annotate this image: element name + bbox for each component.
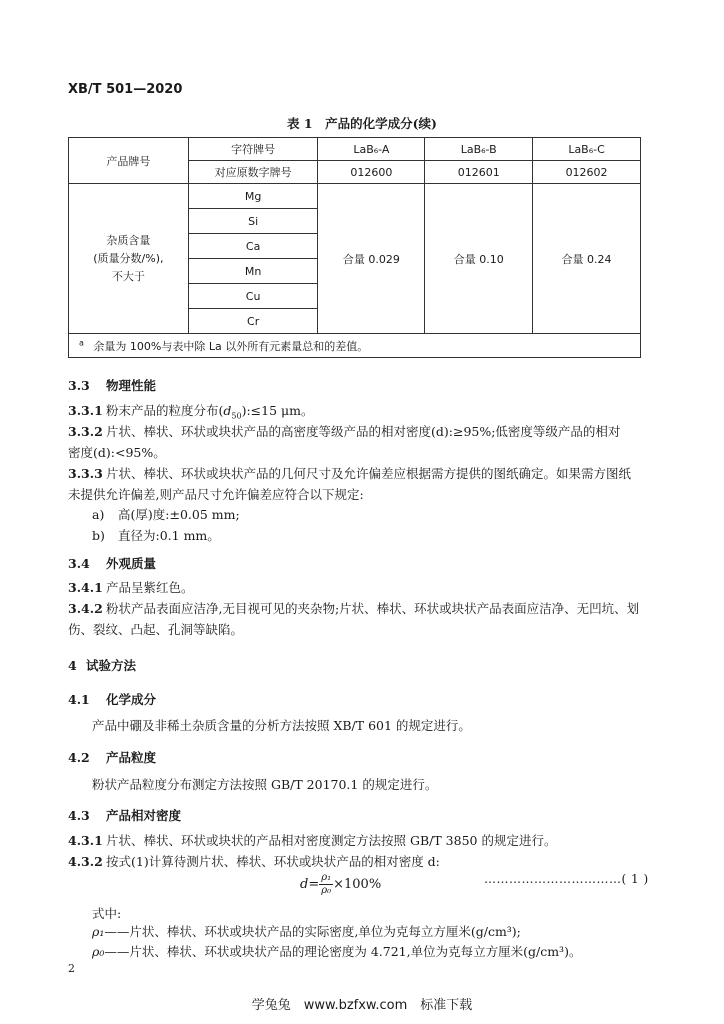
list-item [92,526,220,544]
clause-3-3-2 [68,421,642,463]
formula-number [484,872,649,886]
formula-leader-dots: …………………………… [484,872,622,886]
section-4-heading [68,656,136,674]
list-text: 直径为:0.1 mm。 [118,528,220,543]
formula-fraction [319,872,333,897]
section-4-3-heading [68,806,181,824]
clause-text: ):≤15 μm。 [241,403,314,418]
clause-4-3-2 [68,851,642,872]
section-title: 产品粒度 [106,750,157,765]
section-number: 3.3 [68,378,90,393]
clause-number: 3.3.2 [68,424,103,439]
total-cell: 合量 0.10 [425,184,533,334]
section-4-2-text: 粉状产品粒度分布测定方法按照 GB/T 20170.1 的规定进行。 [92,777,438,792]
section-4-1-text: 产品中硼及非稀土杂质含量的分析方法按照 XB/T 601 的规定进行。 [92,718,471,733]
formula-denominator: ρ₀ [321,885,332,896]
clause-3-4-2 [68,598,642,640]
where-label: 式中: [92,906,122,921]
section-title: 试验方法 [86,658,137,673]
section-title: 产品相对密度 [106,808,182,823]
grade-cell: LaB₆-A [318,138,425,161]
section-4-1-heading [68,690,156,708]
section-number: 4.3 [68,808,90,823]
table-footnote [69,334,641,358]
rho0-symbol: ρ₀ [92,944,105,959]
code-cell: 012602 [533,161,641,184]
num-brand-header: 对应原数字牌号 [188,161,318,184]
element-cell: Cu [188,284,318,309]
impurity-label-line: (质量分数/%), [93,251,164,265]
clause-3-3-3 [68,463,642,505]
where-rho1 [92,922,521,940]
clause-number: 3.3.3 [68,466,103,481]
list-mark: b) [92,528,105,543]
element-cell: Cr [188,309,318,334]
section-number: 4.1 [68,692,90,707]
section-3-3-heading [68,376,156,394]
clause-text: 片状、棒状、环状或块状的产品相对密度测定方法按照 GB/T 3850 的规定进行。 [106,833,557,848]
list-mark: a) [92,507,105,522]
table-row [69,138,641,161]
section-4-2-heading [68,748,156,766]
element-cell: Mg [188,184,318,209]
formula-eq-number: ( 1 ) [621,872,649,886]
section-number: 4 [68,658,77,673]
section-title: 物理性能 [106,378,157,393]
grade-cell: LaB₆-B [425,138,533,161]
char-brand-header: 字符牌号 [188,138,318,161]
footer-watermark: 学兔兔 www.bzfxw.com 标准下载 [251,998,473,1013]
chemical-composition-table [68,137,641,358]
rho0-definition: ——片状、棒状、环状或块状产品的理论密度为 4.721,单位为克每立方厘米(g/cm³)。 [104,944,582,959]
clause-number: 4.3.1 [68,833,103,848]
symbol-d: d [223,403,232,418]
clause-text: 按式(1)计算待测片状、棒状、环状或块状产品的相对密度 d: [106,854,440,869]
formula-numerator: ρ₁ [321,872,332,883]
clause-text: 密度(d):<95%。 [68,445,166,460]
formula-rhs: ×100% [333,877,382,892]
section-title: 外观质量 [106,556,157,571]
table-row [69,334,641,358]
element-cell: Mn [188,259,318,284]
clause-text: 产品呈紫红色。 [106,580,194,595]
where-rho0 [92,942,581,960]
code-cell: 012600 [318,161,425,184]
clause-text: 伤、裂纹、凸起、孔洞等缺陷。 [68,622,244,637]
code-cell: 012601 [425,161,533,184]
section-number: 3.4 [68,556,90,571]
clause-text: 未提供允许偏差,则产品尺寸允许偏差应符合以下规定: [68,487,364,502]
brand-header: 产品牌号 [69,138,189,184]
symbol-sub: 50 [231,411,242,421]
total-cell: 合量 0.029 [318,184,425,334]
formula-lhs: d= [300,877,320,892]
standard-code: XB/T 501—2020 [68,82,183,97]
clause-3-4-1 [68,577,642,598]
clause-4-3-1 [68,830,642,851]
element-cell: Si [188,209,318,234]
total-cell: 合量 0.24 [533,184,641,334]
section-3-4-heading [68,554,156,572]
clause-text: 粉末产品的粒度分布( [106,403,224,418]
footnote-text: 余量为 100%与表中除 La 以外所有元素量总和的差值。 [93,339,369,353]
impurity-label [69,184,189,334]
impurity-label-line: 不大于 [111,269,145,283]
clause-text: 片状、棒状、环状或块状产品的几何尺寸及允许偏差应根据需方提供的图纸确定。如果需方图纸 [106,466,632,481]
clause-text: 粉状产品表面应洁净,无目视可见的夹杂物;片状、棒状、环状或块状产品表面应洁净、无凹坑、划 [106,601,640,616]
grade-cell: LaB₆-C [533,138,641,161]
table-row [69,184,641,209]
rho1-symbol: ρ₁ [92,924,105,939]
clause-number: 4.3.2 [68,854,103,869]
section-title: 化学成分 [106,692,157,707]
clause-text: 片状、棒状、环状或块状产品的高密度等级产品的相对密度(d):≥95%;低密度等级产品的相对 [106,424,621,439]
rho1-definition: ——片状、棒状、环状或块状产品的实际密度,单位为克每立方厘米(g/cm³); [104,924,521,939]
clause-number: 3.3.1 [68,403,103,418]
impurity-label-line: 杂质含量 [106,233,151,247]
clause-number: 3.4.1 [68,580,103,595]
section-number: 4.2 [68,750,90,765]
formula-1 [300,872,381,897]
list-text: 高(厚)度:±0.05 mm; [118,507,240,522]
clause-number: 3.4.2 [68,601,103,616]
footnote-mark: a [79,337,84,347]
list-item [92,505,240,523]
table-title: 表 1 产品的化学成分(续) [287,116,437,131]
page-number: 2 [68,962,75,975]
element-cell: Ca [188,234,318,259]
